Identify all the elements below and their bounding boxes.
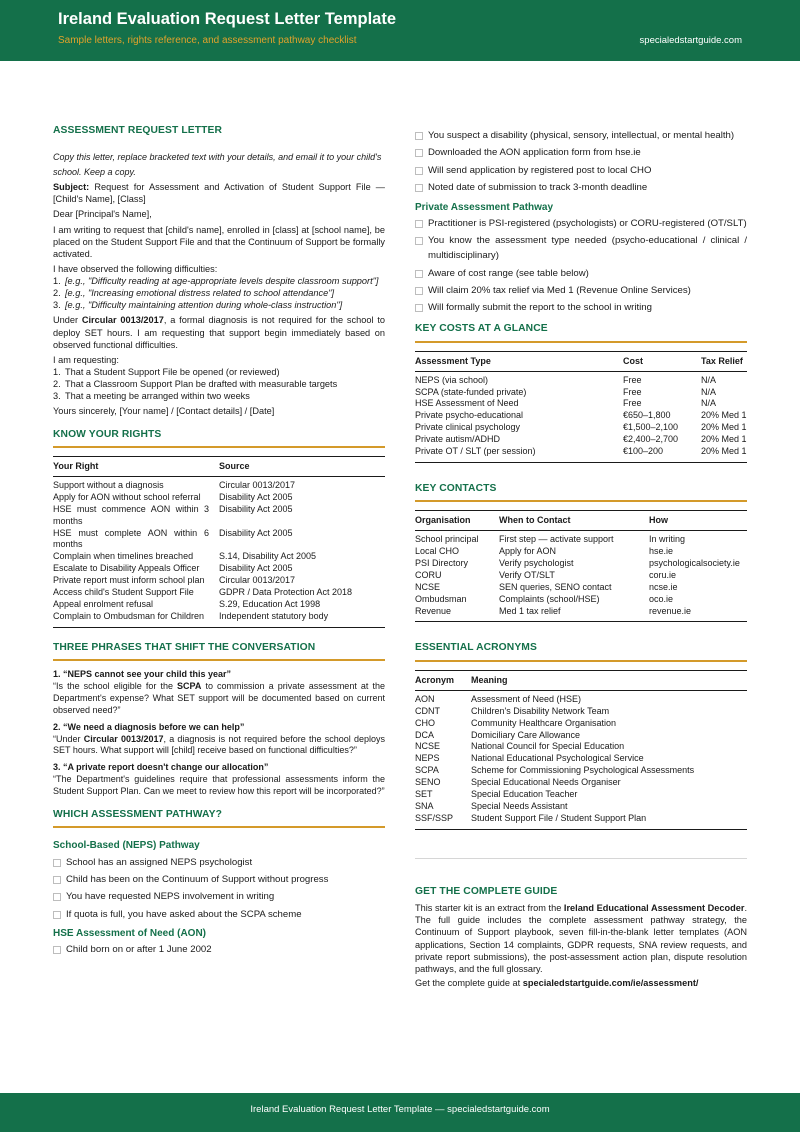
acronyms-table: Acronym Meaning AON Assessment of Need (HSE) CDNT Children's Disability Network Team CHO Community Healthcare Organisation DCA Domiciliary Care Allowance NCSE National Council for Special Education NEPS National Educational Psychological Service SCPA Scheme for Commissioning Psychological Assessments SENO Special Educational Needs Organiser SET Special Education Teacher SNA Special Needs Assistant SSF/SSP Student Support File / Student Support Plan	[415, 670, 747, 830]
table-row: CDNT Children's Disability Network Team	[415, 705, 610, 716]
checkbox[interactable]	[415, 304, 423, 312]
letter-intro: I am writing to request that [child's name], enrolled in [class] at [school name], be placed on the Student Support File and that the Continuum of Support be formally activated.	[53, 224, 385, 259]
rights-col-source: Source	[219, 457, 385, 477]
checklist-item[interactable]: You have requested NEPS involvement in writing	[53, 890, 385, 905]
checklist-item[interactable]: Will formally submit the report to the school in writing	[415, 301, 747, 316]
neps-pathway-title: School-Based (NEPS) Pathway	[53, 840, 200, 852]
table-row: Escalate to Disability Appeals Officer Disability Act 2005	[53, 563, 293, 574]
section-rule	[53, 659, 385, 661]
checkbox[interactable]	[415, 149, 423, 157]
footer-banner	[0, 1093, 800, 1132]
table-row: CORU Verify OT/SLT coru.ie	[415, 569, 677, 580]
checkbox[interactable]	[53, 946, 61, 954]
table-row: SCPA Scheme for Commissioning Psychological Assessments	[415, 765, 695, 776]
private-pathway-title: Private Assessment Pathway	[415, 201, 554, 213]
checkbox[interactable]	[53, 893, 61, 901]
checkbox[interactable]	[415, 270, 423, 278]
table-row: Apply for AON without school referral Disability Act 2005	[53, 491, 293, 502]
table-row: PSI Directory Verify psychologist psychologicalsociety.ie	[415, 558, 740, 569]
left-column	[53, 124, 385, 960]
section-rule	[53, 826, 385, 828]
checklist-item[interactable]: Child born on or after 1 June 2002	[53, 943, 385, 958]
subject-label: Subject:	[53, 182, 90, 193]
table-row: Private autism/ADHD €2,400–2,700 20% Med 1	[415, 434, 747, 445]
table-row: SNA Special Needs Assistant	[415, 800, 568, 811]
checkbox[interactable]	[415, 184, 423, 192]
checklist-item[interactable]: Noted date of submission to track 3-month deadline	[415, 181, 747, 196]
checkbox[interactable]	[53, 876, 61, 884]
table-row: Private clinical psychology €1,500–2,100 20% Med 1	[415, 422, 747, 433]
checklist-item[interactable]: Will send application by registered post to local CHO	[415, 164, 747, 179]
list-item: 1. That a Student Support File be opened (or reviewed)	[53, 367, 280, 378]
guide-text: This starter kit is an extract from the Ireland Educational Assessment Decoder. The full guide includes the complete assessment pathway strategy, the Continuum of Support playbook, seven fill-in-the-blank letter templates (AON applications, Section 14 complaints, GDPR requests, SNA review requests, and private report submissions), the post-assessment action plan, dispute resolution pathways, and the full glossary.	[415, 903, 747, 974]
letter-requesting: I am requesting:	[53, 354, 119, 365]
table-row: AON Assessment of Need (HSE)	[415, 693, 582, 704]
checkbox[interactable]	[415, 167, 423, 175]
checklist-item[interactable]: You suspect a disability (physical, sensory, intellectual, or mental health)	[415, 129, 747, 144]
contacts-heading: KEY CONTACTS	[415, 482, 497, 494]
table-row: HSE must commence AON within 3 months Disability Act 2005	[53, 503, 293, 526]
checklist-item[interactable]: You know the assessment type needed (psycho-educational / clinical / multidisciplinary)	[415, 234, 747, 264]
phrases-heading: THREE PHRASES THAT SHIFT THE CONVERSATION	[53, 641, 316, 653]
rights-col-right: Your Right	[53, 457, 219, 477]
contacts-table: Organisation When to Contact How School principal First step — activate support In writing Local CHO Apply for AON hse.ie PSI Directory Verify psychologist psychologicalsociety.ie CORU Verify OT/SLT coru.ie NCSE SEN queries, SENO contact ncse.ie Ombudsman Complaints (school/HSE) oco.ie Revenue Med 1 tax relief revenue.ie	[415, 510, 747, 622]
table-row: Appeal enrolment refusal S.29, Education Act 1998	[53, 598, 321, 609]
costs-table: Assessment Type Cost Tax Relief NEPS (via school) Free N/A SCPA (state-funded private) Free N/A HSE Assessment of Need Free N/A Private psycho-educational €650–1,800 20% Med 1 Private clinical psychology €1,500–2,100 20% Med 1 Private autism/ADHD €2,400–2,700 20% Med 1 Private OT / SLT (per session) €100–200 20% Med 1	[415, 351, 747, 463]
table-row: Revenue Med 1 tax relief revenue.ie	[415, 605, 692, 616]
table-row: School principal First step — activate support In writing	[415, 534, 686, 545]
rights-table	[53, 456, 385, 627]
table-row: Private psycho-educational €650–1,800 20% Med 1	[415, 410, 747, 421]
letter-circular: Under Circular 0013/2017, a formal diagnosis is not required for the school to deploy SET hours. I am requesting that support begin immediately based on observed functional difficulties.	[53, 315, 385, 350]
rights-heading: KNOW YOUR RIGHTS	[53, 428, 162, 440]
checkbox[interactable]	[53, 911, 61, 919]
checklist-item[interactable]: Child has been on the Continuum of Support without progress	[53, 873, 385, 888]
table-row: Ombudsman Complaints (school/HSE) oco.ie	[415, 593, 674, 604]
difficulties-list	[53, 275, 385, 311]
table-row: SSF/SSP Student Support File / Student Support Plan	[415, 812, 647, 823]
list-item: 2. That a Classroom Support Plan be drafted with measurable targets	[53, 379, 338, 390]
table-row: NEPS National Educational Psychological Service	[415, 753, 644, 764]
requests-list	[53, 366, 385, 402]
letter-greeting: Dear [Principal's Name],	[53, 209, 152, 220]
checklist-item[interactable]: Aware of cost range (see table below)	[415, 267, 747, 282]
list-item: 3. That a meeting be arranged within two weeks	[53, 391, 250, 402]
table-row: Support without a diagnosis Circular 0013/2017	[53, 480, 296, 491]
guide-link-line: Get the complete guide at specialedstartguide.com/ie/assessment/	[415, 977, 699, 988]
checkbox[interactable]	[415, 132, 423, 140]
letter-observed: I have observed the following difficulties:	[53, 263, 218, 274]
table-row: HSE must complete AON within 6 months Disability Act 2005	[53, 527, 293, 550]
table-row: CHO Community Healthcare Organisation	[415, 717, 617, 728]
table-row: Private OT / SLT (per session) €100–200 20% Med 1	[415, 445, 747, 456]
table-row: Complain to Ombudsman for Children Independent statutory body	[53, 610, 329, 621]
checkbox[interactable]	[415, 220, 423, 228]
checkbox[interactable]	[53, 859, 61, 867]
hse-pathway-title: HSE Assessment of Need (AON)	[53, 927, 206, 939]
section-rule	[415, 341, 747, 343]
phrase-question-1: 1. “NEPS cannot see your child this year”	[53, 669, 232, 680]
checklist-item[interactable]: If quota is full, you have asked about the SCPA scheme	[53, 908, 385, 923]
table-row: NCSE National Council for Special Education	[415, 741, 625, 752]
checkbox[interactable]	[415, 287, 423, 295]
checklist-item[interactable]: Downloaded the AON application form from hse.ie	[415, 146, 747, 161]
pathway-heading: WHICH ASSESSMENT PATHWAY?	[53, 808, 222, 820]
acronyms-heading: ESSENTIAL ACRONYMS	[415, 642, 537, 654]
letter-instruction: Copy this letter, replace bracketed text with your details, and email it to your child's school. Keep a copy.	[53, 151, 382, 178]
section-rule	[53, 446, 385, 448]
list-item: 1. [e.g., "Difficulty reading at age-appropriate levels despite classroom support"]	[53, 276, 379, 287]
right-column	[415, 129, 747, 989]
site-link[interactable]: specialedstartguide.com	[639, 35, 742, 46]
subject-text: Request for Assessment and Activation of Student Support File — [Child's Name], [Class]	[53, 182, 385, 205]
table-row: Private report must inform school plan Circular 0013/2017	[53, 575, 296, 586]
phrase-answer-1: “Is the school eligible for the SCPA to commission a private assessment at the Department's expense? What SET support will be documented based on current observed need?”	[53, 681, 385, 715]
table-row: SCPA (state-funded private) Free N/A	[415, 386, 717, 397]
phrase-question-3: 3. “A private report doesn't change our allocation”	[53, 762, 269, 773]
list-item: 2. [e.g., "Increasing emotional distress related to school attendance"]	[53, 288, 335, 299]
phrase-answer-2: “Under Circular 0013/2017, a diagnosis is not required before the school deploys SET hours. What support will [child] receive based on functional difficulties?”	[53, 733, 385, 756]
phrase-question-2: 2. “We need a diagnosis before we can help”	[53, 721, 245, 732]
list-item: 3. [e.g., "Difficulty maintaining attention during whole-class instruction"]	[53, 300, 343, 311]
table-row: NEPS (via school) Free N/A	[415, 374, 717, 385]
letter-heading: ASSESSMENT REQUEST LETTER	[53, 125, 222, 136]
phrase-answer-3: “The Department's guidelines require that professional assessments inform the Student Support Plan. Can we meet to review how this report will be incorporated?”	[53, 774, 385, 797]
guide-link[interactable]: specialedstartguide.com/ie/assessment/	[522, 977, 699, 988]
page-subtitle: Sample letters, rights reference, and assessment pathway checklist	[58, 35, 357, 46]
checklist-item[interactable]: Will claim 20% tax relief via Med 1 (Revenue Online Services)	[415, 284, 747, 299]
divider	[415, 858, 747, 859]
guide-heading: GET THE COMPLETE GUIDE	[415, 885, 558, 897]
checklist-item[interactable]: School has an assigned NEPS psychologist	[53, 856, 385, 871]
costs-heading: KEY COSTS AT A GLANCE	[415, 323, 548, 335]
section-rule	[415, 500, 747, 502]
table-row: SET Special Education Teacher	[415, 788, 578, 799]
table-row: Access child's Student Support File GDPR / Data Protection Act 2018	[53, 586, 353, 597]
letter-subject	[53, 181, 385, 205]
page-title: Ireland Evaluation Request Letter Template	[58, 10, 397, 28]
header-banner	[0, 0, 800, 61]
table-row: HSE Assessment of Need Free N/A	[415, 398, 717, 409]
table-row: DCA Domiciliary Care Allowance	[415, 729, 581, 740]
table-row: NCSE SEN queries, SENO contact ncse.ie	[415, 581, 678, 592]
checkbox[interactable]	[415, 237, 423, 245]
table-row: Local CHO Apply for AON hse.ie	[415, 546, 674, 557]
checklist-item[interactable]: Practitioner is PSI-registered (psychologists) or CORU-registered (OT/SLT)	[415, 217, 747, 232]
section-rule	[415, 660, 747, 662]
letter-signoff: Yours sincerely, [Your name] / [Contact details] / [Date]	[53, 406, 275, 417]
footer-text: Ireland Evaluation Request Letter Template — specialedstartguide.com	[250, 1104, 550, 1115]
table-row: Complain when timelines breached S.14, Disability Act 2005	[53, 551, 317, 562]
table-row: SENO Special Educational Needs Organiser	[415, 777, 621, 788]
